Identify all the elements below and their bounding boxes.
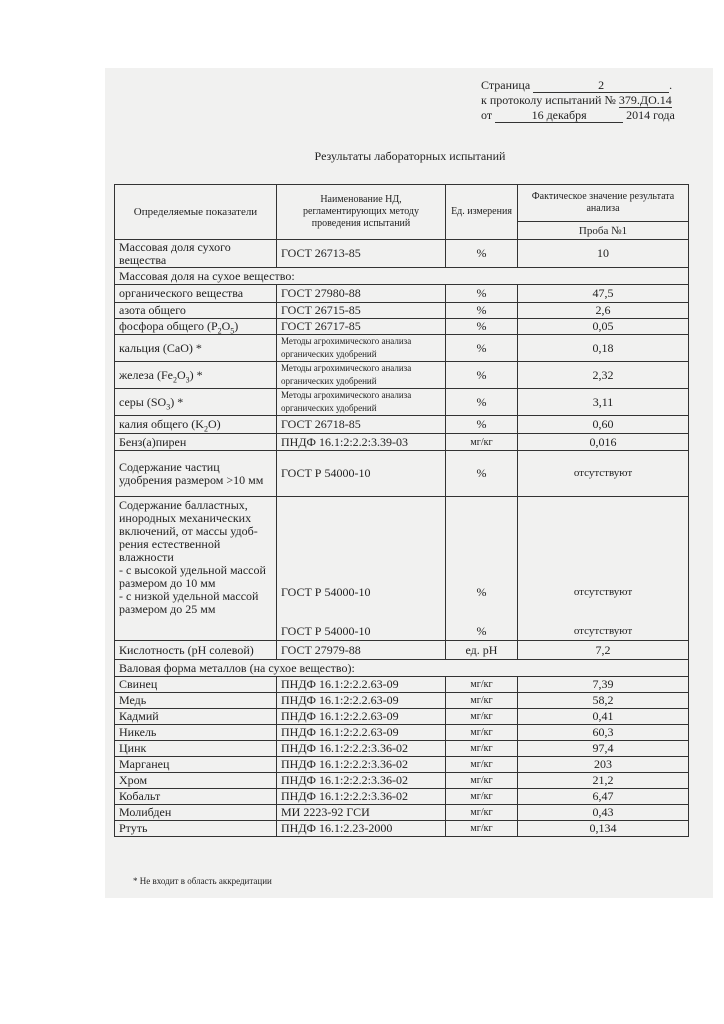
table-row [115,434,689,451]
name-part: железа (Fe [119,367,173,382]
row-method: ПНДФ 16.1:2:2.2.63-09 [277,677,446,693]
row-value: 0,18 [518,335,689,362]
row-unit: % [446,285,518,303]
row-name: Цинк [115,741,277,757]
row-method: ГОСТ 26713-85 [277,240,446,268]
row-name: Свинец [115,677,277,693]
ballast-unit-low: % [476,624,487,638]
section-row-metals [115,660,689,677]
name-part: калия общего (K [119,417,204,431]
spacer [522,599,684,625]
row-name: Хром [115,773,277,789]
row-name [115,362,277,389]
page-title: Результаты лабораторных испытаний [314,149,506,163]
metal-row [115,725,689,741]
row-method: ГОСТ 27980-88 [277,285,446,303]
protocol-line [481,93,701,108]
row-value: 3,11 [518,389,689,416]
metal-row [115,805,689,821]
table-header-row [115,185,689,222]
row-name: органического вещества [115,285,277,303]
table-row [115,335,689,362]
row-unit: мг/кг [446,741,518,757]
header-actual: Фактическое значение результата анализа [518,185,689,222]
document-header [481,78,701,123]
header-sample: Проба №1 [518,222,689,240]
protocol-number: 379.ДО.14 [618,93,672,107]
row-method: ГОСТ 26718-85 [277,416,446,434]
row-value: 0,41 [518,709,689,725]
header-unit: Ед. измерения [446,185,518,240]
row-name [115,416,277,434]
metal-row [115,693,689,709]
row-method: Методы агрохимического анализа органических удобрений [277,335,446,362]
row-unit: мг/кг [446,805,518,821]
metal-row [115,789,689,805]
table-row [115,389,689,416]
name-part: ) * [170,394,184,409]
section-label: Массовая доля на сухое вещество: [115,268,689,285]
date-line [481,108,701,123]
row-method: ПНДФ 16.1:2:2.2:3.39-03 [277,434,446,451]
row-unit: мг/кг [446,677,518,693]
header-indicator: Определяемые показатели [115,185,277,240]
row-method [277,497,446,641]
row-unit: мг/кг [446,709,518,725]
metal-row [115,741,689,757]
ballast-method-low: ГОСТ Р 54000-10 [281,624,371,638]
spacer [450,599,513,625]
row-value: 97,4 [518,741,689,757]
row-value: 203 [518,757,689,773]
row-value: 0,05 [518,319,689,335]
ballast-name: Содержание балластных, инородных механических включений, от массы удоб-рения естественной влажности [119,498,258,564]
subscript: 2 [203,424,208,434]
row-method: ПНДФ 16.1:2:2.2.63-09 [277,709,446,725]
ballast-unit-high: % [476,585,487,599]
name-part: ) [234,319,239,333]
row-value: 7,39 [518,677,689,693]
row-unit: % [446,451,518,497]
row-value: 60,3 [518,725,689,741]
footnote: * Не входит в область аккредитации [133,876,272,886]
row-name [115,389,277,416]
subscript: 3 [185,374,190,384]
row-method: Методы агрохимического анализа органических удобрений [277,389,446,416]
row-value: 0,016 [518,434,689,451]
row-name: Массовая доля сухого вещества [115,240,277,268]
row-unit: % [446,240,518,268]
row-name: Кислотность (pH солевой) [115,641,277,660]
row-value: 10 [518,240,689,268]
row-value: 58,2 [518,693,689,709]
row-name: Медь [115,693,277,709]
name-part: серы (SO [119,394,167,409]
row-value: 7,2 [518,641,689,660]
section-label: Валовая форма металлов (на сухое вещество): [115,660,689,677]
row-method: ГОСТ 26717-85 [277,319,446,335]
metals-body [115,677,689,837]
table-row [115,319,689,335]
header-method: Наименование НД, регламентирующих методу проведения испытаний [277,185,446,240]
row-unit: % [446,416,518,434]
row-method: ПНДФ 16.1:2:2.2:3.36-02 [277,789,446,805]
row-value: 21,2 [518,773,689,789]
row-method: ГОСТ Р 54000-10 [277,451,446,497]
table-row [115,362,689,389]
subscript: 2 [217,326,222,336]
subscript: 5 [230,326,235,336]
row-unit: мг/кг [446,789,518,805]
row-name [115,319,277,335]
row-unit: мг/кг [446,693,518,709]
table-row [115,416,689,434]
row-unit: % [446,319,518,335]
metal-row [115,821,689,837]
page-label: Страница [481,78,531,92]
results-table [114,184,689,837]
name-part: O [221,319,231,333]
row-name: Кадмий [115,709,277,725]
row-name: Марганец [115,757,277,773]
page-number: 2 [533,78,669,93]
row-value [518,497,689,641]
row-unit: % [446,335,518,362]
row-name: кальция (CaO) * [115,335,277,362]
ballast-value-high: отсутствуют [573,586,633,598]
row-method: ГОСТ 27979-88 [277,641,446,660]
row-unit: мг/кг [446,725,518,741]
row-method: ПНДФ 16.1:2:2.2:3.36-02 [277,757,446,773]
row-value: 0,43 [518,805,689,821]
subscript: 2 [172,374,177,384]
name-part: ) * [189,367,203,382]
row-name: Никель [115,725,277,741]
name-part: O) [207,417,221,431]
row-value: 2,32 [518,362,689,389]
row-unit: мг/кг [446,434,518,451]
row-name: Ртуть [115,821,277,837]
row-value: 47,5 [518,285,689,303]
metal-row [115,677,689,693]
row-method: ПНДФ 16.1:2:2.2:3.36-02 [277,773,446,789]
metal-row [115,757,689,773]
name-part: O [176,367,186,382]
date-year: 2014 года [626,108,675,122]
metal-row [115,773,689,789]
row-value: 0,134 [518,821,689,837]
metal-row [115,709,689,725]
row-value: 2,6 [518,303,689,319]
row-name: Молибден [115,805,277,821]
row-method: МИ 2223-92 ГСИ [277,805,446,821]
row-method: ПНДФ 16.1:2:2.2:3.36-02 [277,741,446,757]
date-value: 16 декабря [495,108,623,123]
date-prefix: от [481,108,493,122]
row-name: Бенз(а)пирен [115,434,277,451]
row-unit: мг/кг [446,821,518,837]
row-name [115,497,277,641]
row-unit [446,497,518,641]
table-row [115,641,689,660]
row-method: ГОСТ 26715-85 [277,303,446,319]
row-unit: мг/кг [446,773,518,789]
subscript: 3 [166,401,171,411]
table-row [115,303,689,319]
row-method: ПНДФ 16.1:2.23-2000 [277,821,446,837]
row-method: ПНДФ 16.1:2:2.2.63-09 [277,725,446,741]
table-row [115,240,689,268]
ballast-high-name: - с высокой удельной массой размером до 10 мм [119,563,266,590]
table-row-ballast [115,497,689,641]
row-unit: ед. pH [446,641,518,660]
row-unit: % [446,362,518,389]
ballast-low-name: - с низкой удельной массой размером до 25 мм [119,589,259,616]
spacer [281,599,441,625]
ballast-method-high: ГОСТ Р 54000-10 [281,585,371,599]
row-method: Методы агрохимического анализа органических удобрений [277,362,446,389]
row-method: ПНДФ 16.1:2:2.2.63-09 [277,693,446,709]
row-name: азота общего [115,303,277,319]
row-unit: мг/кг [446,757,518,773]
page-number-line: Страница 2 . [481,78,673,92]
protocol-prefix: к протоколу испытаний № [481,93,616,107]
table-row [115,285,689,303]
row-value: 0,60 [518,416,689,434]
section-row-dry [115,268,689,285]
row-unit: % [446,303,518,319]
row-name: Содержание частиц удобрения размером >10 мм [115,451,277,497]
row-value: 6,47 [518,789,689,805]
row-value: отсутствуют [518,451,689,497]
table-row [115,451,689,497]
ballast-value-low: отсутствуют [573,625,633,637]
row-unit: % [446,389,518,416]
row-name: Кобальт [115,789,277,805]
name-part: фосфора общего (P [119,319,218,333]
